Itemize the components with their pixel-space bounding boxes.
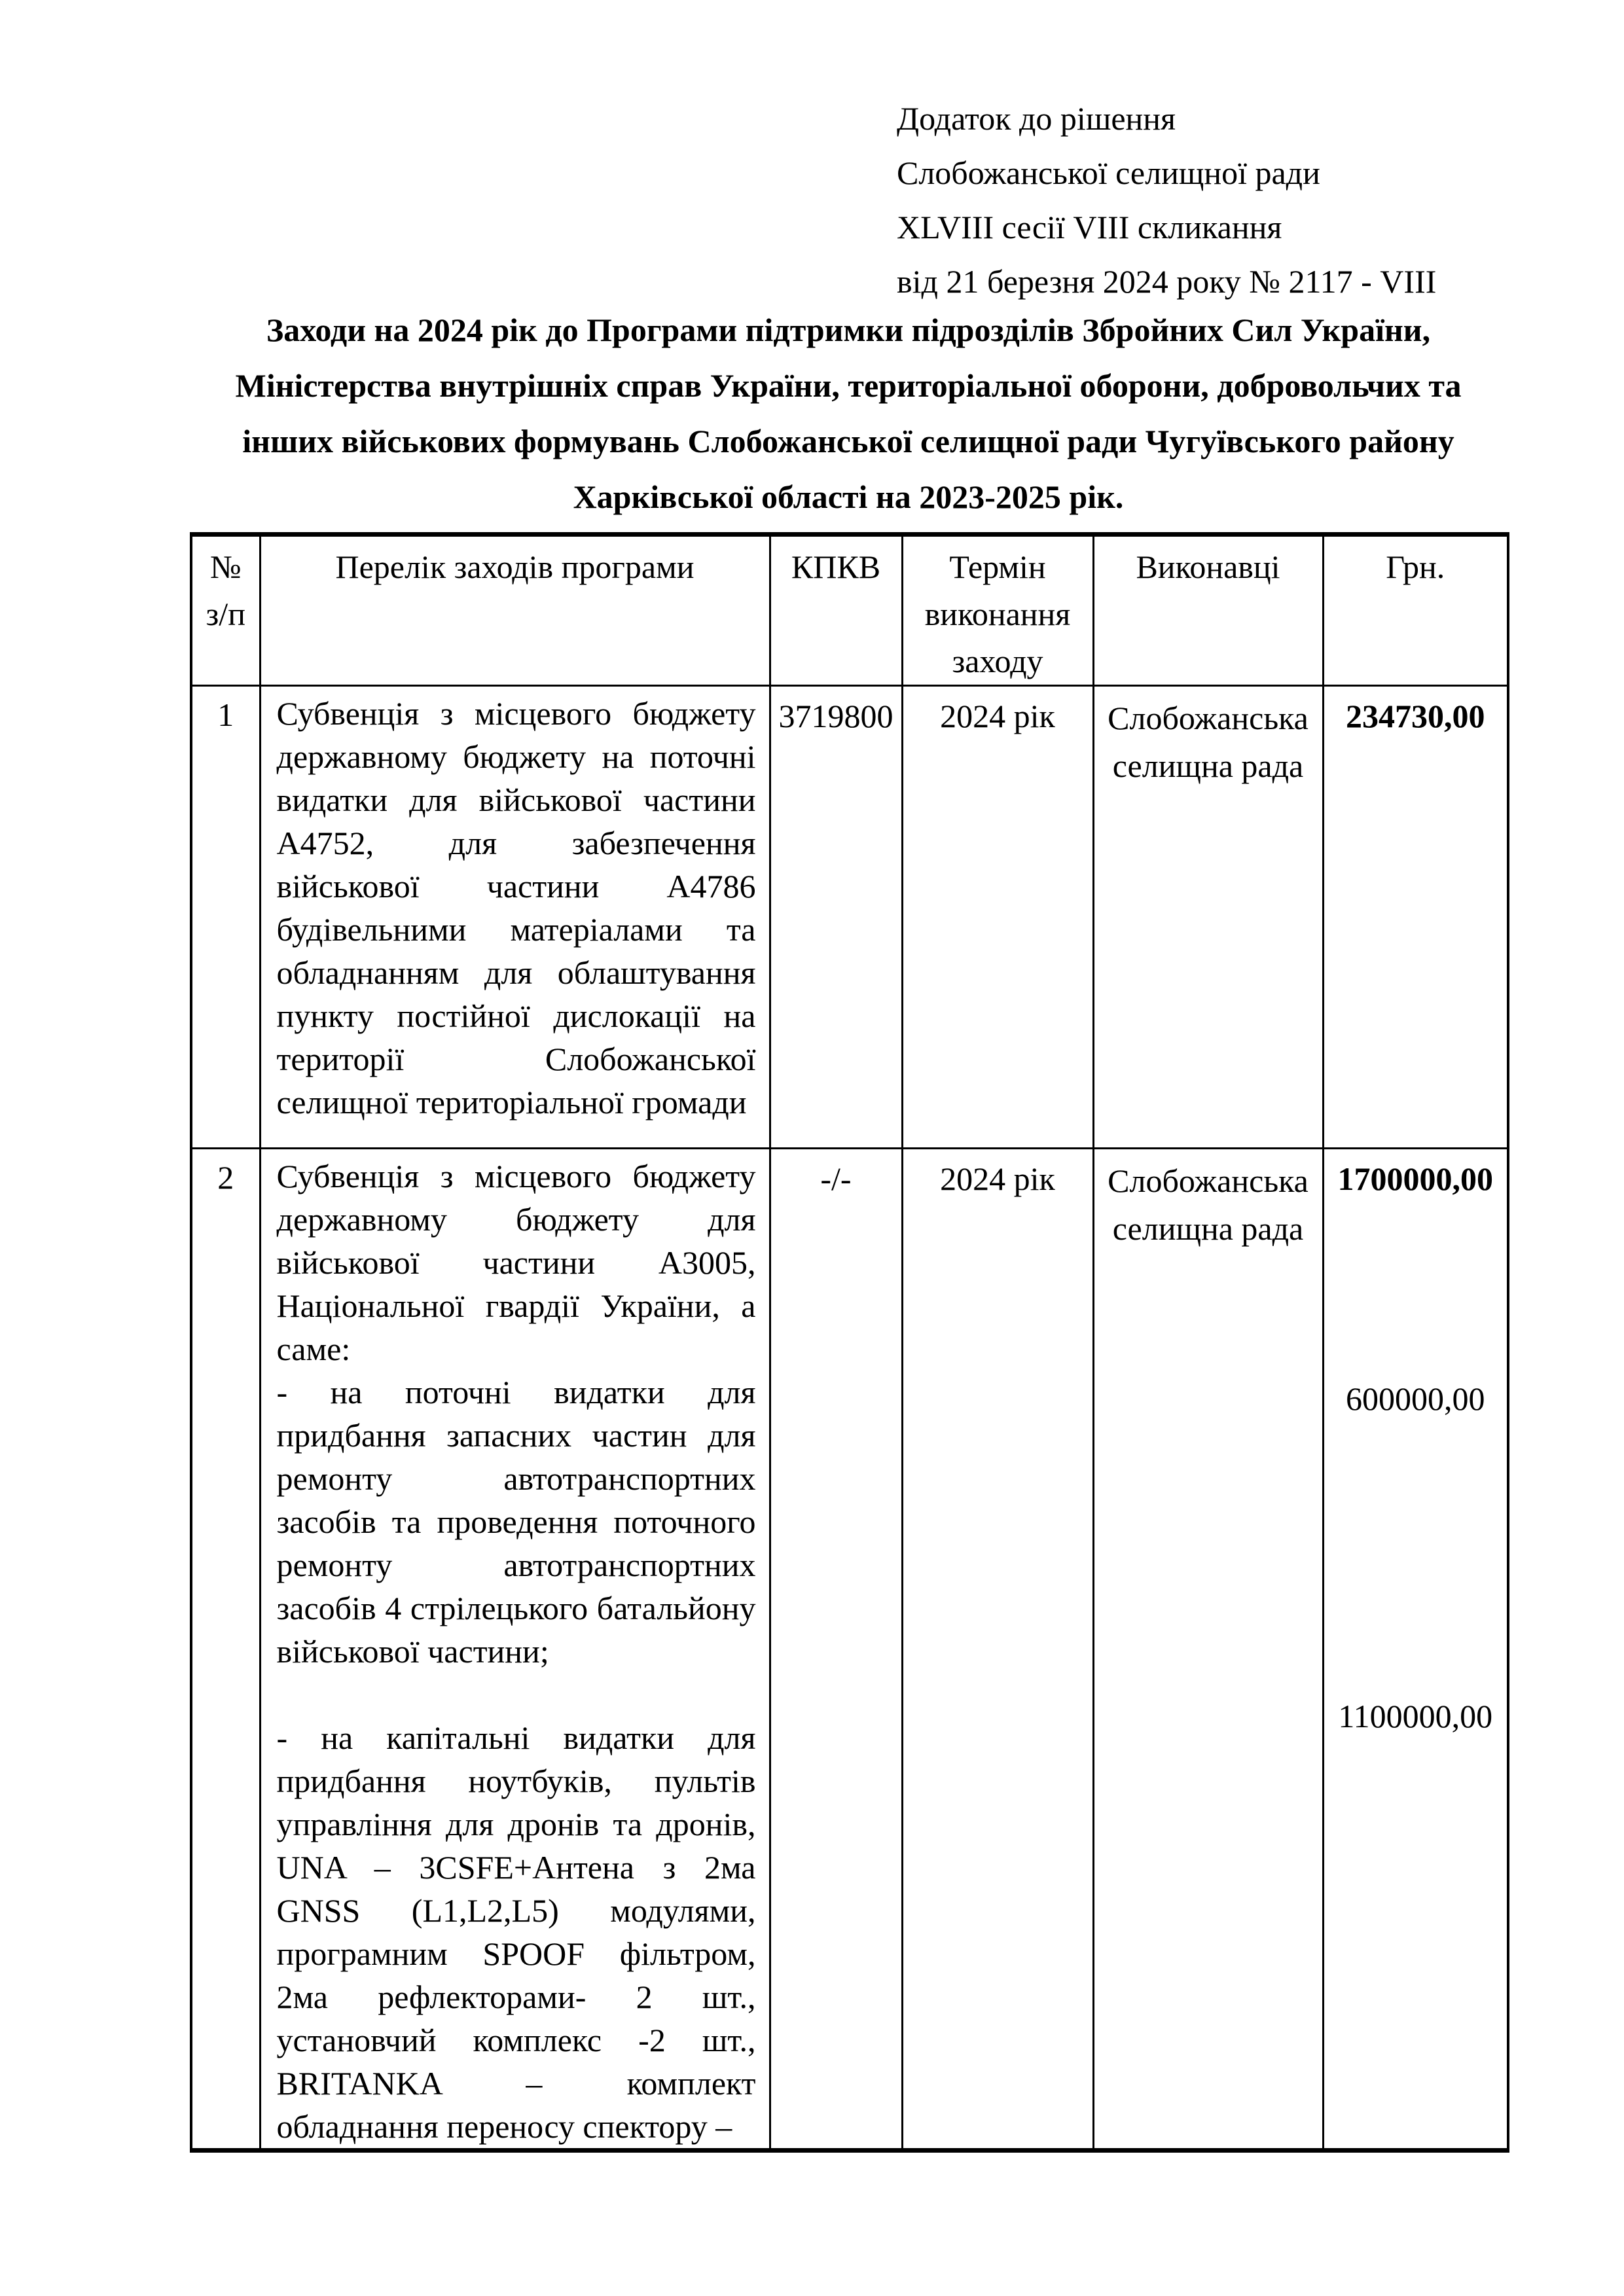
ref-line-council: Слобожанської селищної ради (897, 154, 1320, 191)
row2-amount-current: 600000,00 (1346, 1380, 1485, 1417)
measures-table (190, 532, 1509, 2153)
table-header-row (191, 535, 1508, 686)
decision-reference-block (897, 92, 1436, 309)
table-row (191, 686, 1508, 1149)
ref-line-appendix: Додаток до рішення (897, 100, 1176, 137)
row2-term: 2024 рік (902, 1149, 1093, 2151)
row1-amount: 234730,00 (1346, 698, 1485, 734)
row2-paragraph-intro: Субвенція з місцевого бюджету державному бюджету для військової частини А3005, Національної гвардії України, а саме: (276, 1158, 756, 1367)
col-header-term: Термін виконання заходу (902, 535, 1093, 686)
document-title: Заходи на 2024 рік до Програми підтримки підрозділів Збройних Сил України, Міністерства внутрішніх справ України, територіальної оборони, добровольчих та інших військових формувань Слобожанської селищної ради Чугуївського району Харківської області на 2023-2025 рік. (235, 312, 1462, 515)
col-header-uah: Грн. (1323, 535, 1508, 686)
row1-amount-cell (1323, 686, 1508, 1149)
col-header-executors: Виконавці (1093, 535, 1323, 686)
row1-number: 1 (191, 686, 260, 1149)
ref-line-session: XLVIII сесії VIII скликання (897, 209, 1282, 245)
row2-number: 2 (191, 1149, 260, 2151)
col-header-number: № з/п (191, 535, 260, 686)
row2-measure-text (260, 1149, 770, 2151)
row1-kpkv: 3719800 (770, 686, 902, 1149)
row1-paragraph: Субвенція з місцевого бюджету державному бюджету на поточні видатки для військової частини А4752, для забезпечення військової частини А4786 будівельними матеріалами та обладнанням для облаштування пункту постійної дислокації на території Слобожанської селищної територіальної громади (276, 695, 756, 1121)
row2-executor: Слобожанська селищна рада (1093, 1149, 1323, 2151)
row2-amount-capital: 1100000,00 (1338, 1698, 1493, 1734)
blank-line (277, 1673, 756, 1716)
col-header-measures: Перелік заходів програми (260, 535, 770, 686)
row2-amount-cell (1323, 1149, 1508, 2151)
row2-kpkv: -/- (770, 1149, 902, 2151)
row2-paragraph-capital-expenses: - на капітальні видатки для придбання ноутбуків, пультів управління для дронів та дронів, UNA – 3CSFE+Антена з 2ма GNSS (L1,L2,L5) модулями, програмним SPOOF фільтром, 2ма рефлекторами- 2 шт., установчий комплекс -2 шт., BRITANKA – комплект обладнання переносу спектору – (276, 1719, 756, 2145)
ref-line-date-number: від 21 березня 2024 року № 2117 - VIII (897, 263, 1437, 300)
row1-measure-text (260, 686, 770, 1149)
row2-paragraph-current-expenses: - на поточні видатки для придбання запасних частин для ремонту автотранспортних засобів та проведення поточного ремонту автотранспортних засобів 4 стрілецького батальйону військової частини; (276, 1374, 756, 1670)
col-header-kpkv: КПКВ (770, 535, 902, 686)
row2-amount-total: 1700000,00 (1337, 1160, 1493, 1197)
table-row (191, 1149, 1508, 2151)
row1-term: 2024 рік (902, 686, 1093, 1149)
row1-executor: Слобожанська селищна рада (1093, 686, 1323, 1149)
